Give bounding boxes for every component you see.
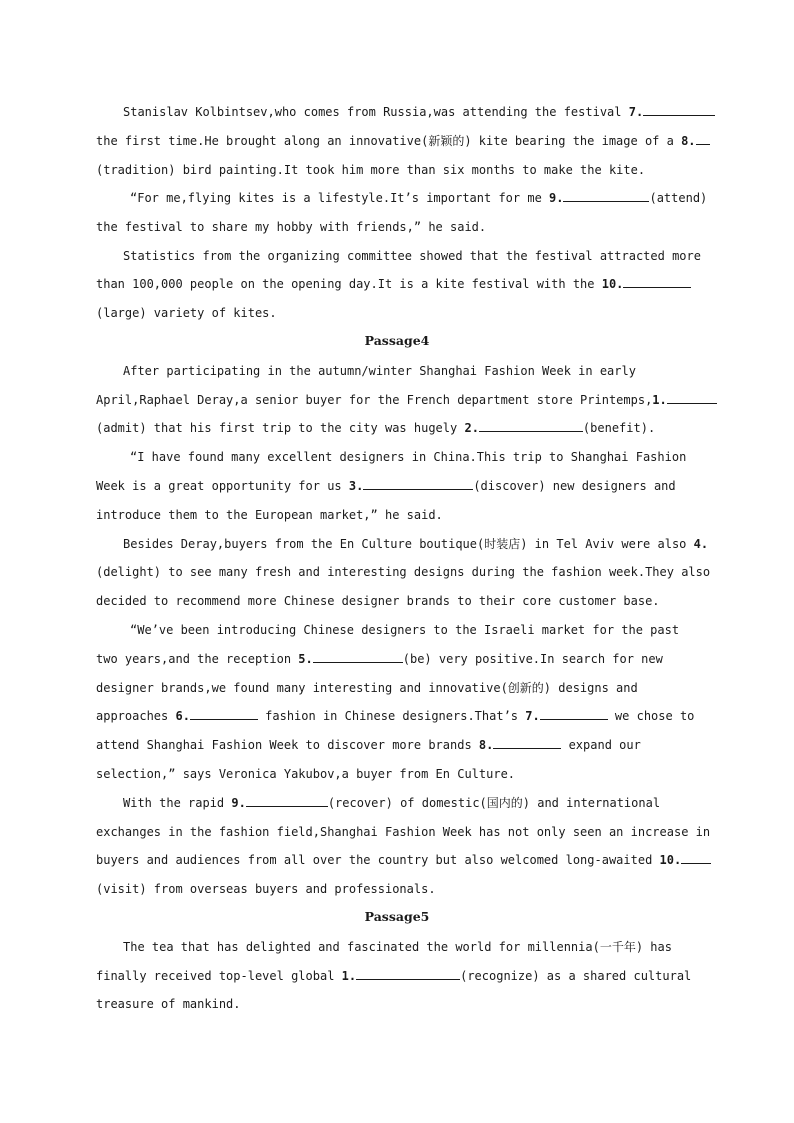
text-line: buyers and audiences from all over the country but also welcomed long-awaited 10. xyxy=(96,852,711,868)
question-number: 8. xyxy=(681,134,696,148)
text-line: April,Raphael Deray,a senior buyer for the French department store Printemps,1. xyxy=(96,392,717,408)
text-line: (visit) from overseas buyers and professionals. xyxy=(96,882,436,896)
text-line: After participating in the autumn/winter Shanghai Fashion Week in early xyxy=(123,364,636,378)
question-number: 7. xyxy=(628,105,644,119)
text-line: attend Shanghai Fashion Week to discover more brands 8. expand our xyxy=(96,738,641,752)
text-line: than 100,000 people on the opening day.It is a kite festival with the 10. xyxy=(96,276,691,292)
question-number: 8. xyxy=(478,738,494,752)
answer-blank[interactable] xyxy=(681,852,711,864)
answer-blank[interactable] xyxy=(356,968,460,980)
text-line: exchanges in the fashion field,Shanghai Fashion Week has not only seen an increase in xyxy=(96,825,711,839)
text-line: “I have found many excellent designers in China.This trip to Shanghai Fashion xyxy=(130,450,687,464)
question-number: 6. xyxy=(175,709,190,723)
question-number: 3. xyxy=(348,479,364,493)
question-number: 1. xyxy=(652,393,667,407)
answer-blank[interactable] xyxy=(313,651,403,663)
answer-blank[interactable] xyxy=(479,420,583,432)
text-line: Week is a great opportunity for us 3. (discover) new designers and xyxy=(96,479,676,493)
text-line: (delight) to see many fresh and interesting designs during the fashion week.They also xyxy=(96,565,711,579)
answer-blank[interactable] xyxy=(643,104,715,116)
question-number: 5. xyxy=(298,652,313,666)
text-line: (admit) that his first trip to the city was hugely 2. (benefit). xyxy=(96,421,656,435)
text-line: the festival to share my hobby with friends,” he said. xyxy=(96,220,487,234)
text-line: “We’ve been introducing Chinese designers to the Israeli market for the past xyxy=(130,623,680,637)
answer-blank[interactable] xyxy=(623,276,691,288)
text-line: introduce them to the European market,” he said. xyxy=(96,508,443,522)
text-line: (tradition) bird painting.It took him more than six months to make the kite. xyxy=(96,163,646,177)
text-line: Stanislav Kolbintsev,who comes from Russia,was attending the festival 7. xyxy=(123,104,715,120)
question-number: 10. xyxy=(601,277,624,291)
answer-blank[interactable] xyxy=(563,190,649,202)
passage-title: Passage5 xyxy=(364,909,430,924)
question-number: 9. xyxy=(549,191,564,205)
text-line: designer brands,we found many interesting and innovative(创新的) designs and xyxy=(96,681,638,695)
text-line: “For me,flying kites is a lifestyle.It’s important for me 9. (attend) xyxy=(130,191,708,205)
text-line: treasure of mankind. xyxy=(96,997,241,1011)
passage-title: Passage4 xyxy=(364,333,430,348)
answer-blank[interactable] xyxy=(190,708,258,720)
answer-blank[interactable] xyxy=(540,708,608,720)
answer-blank[interactable] xyxy=(246,795,328,807)
answer-blank[interactable] xyxy=(696,133,710,145)
question-number: 2. xyxy=(464,421,479,435)
text-line: The tea that has delighted and fascinated the world for millennia(一千年) has xyxy=(123,940,672,954)
text-line: With the rapid 9. (recover) of domestic(国内的) and international xyxy=(123,796,661,810)
text-line: decided to recommend more Chinese designer brands to their core customer base. xyxy=(96,594,660,608)
text-line: two years,and the reception 5. (be) very positive.In search for new xyxy=(96,652,663,666)
text-line: finally received top-level global 1. (recognize) as a shared cultural xyxy=(96,969,692,983)
question-number: 10. xyxy=(659,853,682,867)
answer-blank[interactable] xyxy=(493,737,561,749)
answer-blank[interactable] xyxy=(667,392,717,404)
question-number: 4. xyxy=(693,537,709,551)
text-line: Besides Deray,buyers from the En Culture boutique(时装店) in Tel Aviv were also 4. xyxy=(123,537,709,551)
text-line: (large) variety of kites. xyxy=(96,306,277,320)
question-number: 7. xyxy=(525,709,540,723)
question-number: 1. xyxy=(341,969,357,983)
text-line: selection,” says Veronica Yakubov,a buyer from En Culture. xyxy=(96,767,516,781)
text-line: the first time.He brought along an innovative(新颖的) kite bearing the image of a 8. xyxy=(96,133,710,149)
text-line: approaches 6. fashion in Chinese designers.That’s 7. we chose to xyxy=(96,709,695,723)
question-number: 9. xyxy=(231,796,246,810)
text-line: Statistics from the organizing committee showed that the festival attracted more xyxy=(123,249,701,263)
answer-blank[interactable] xyxy=(363,478,473,490)
